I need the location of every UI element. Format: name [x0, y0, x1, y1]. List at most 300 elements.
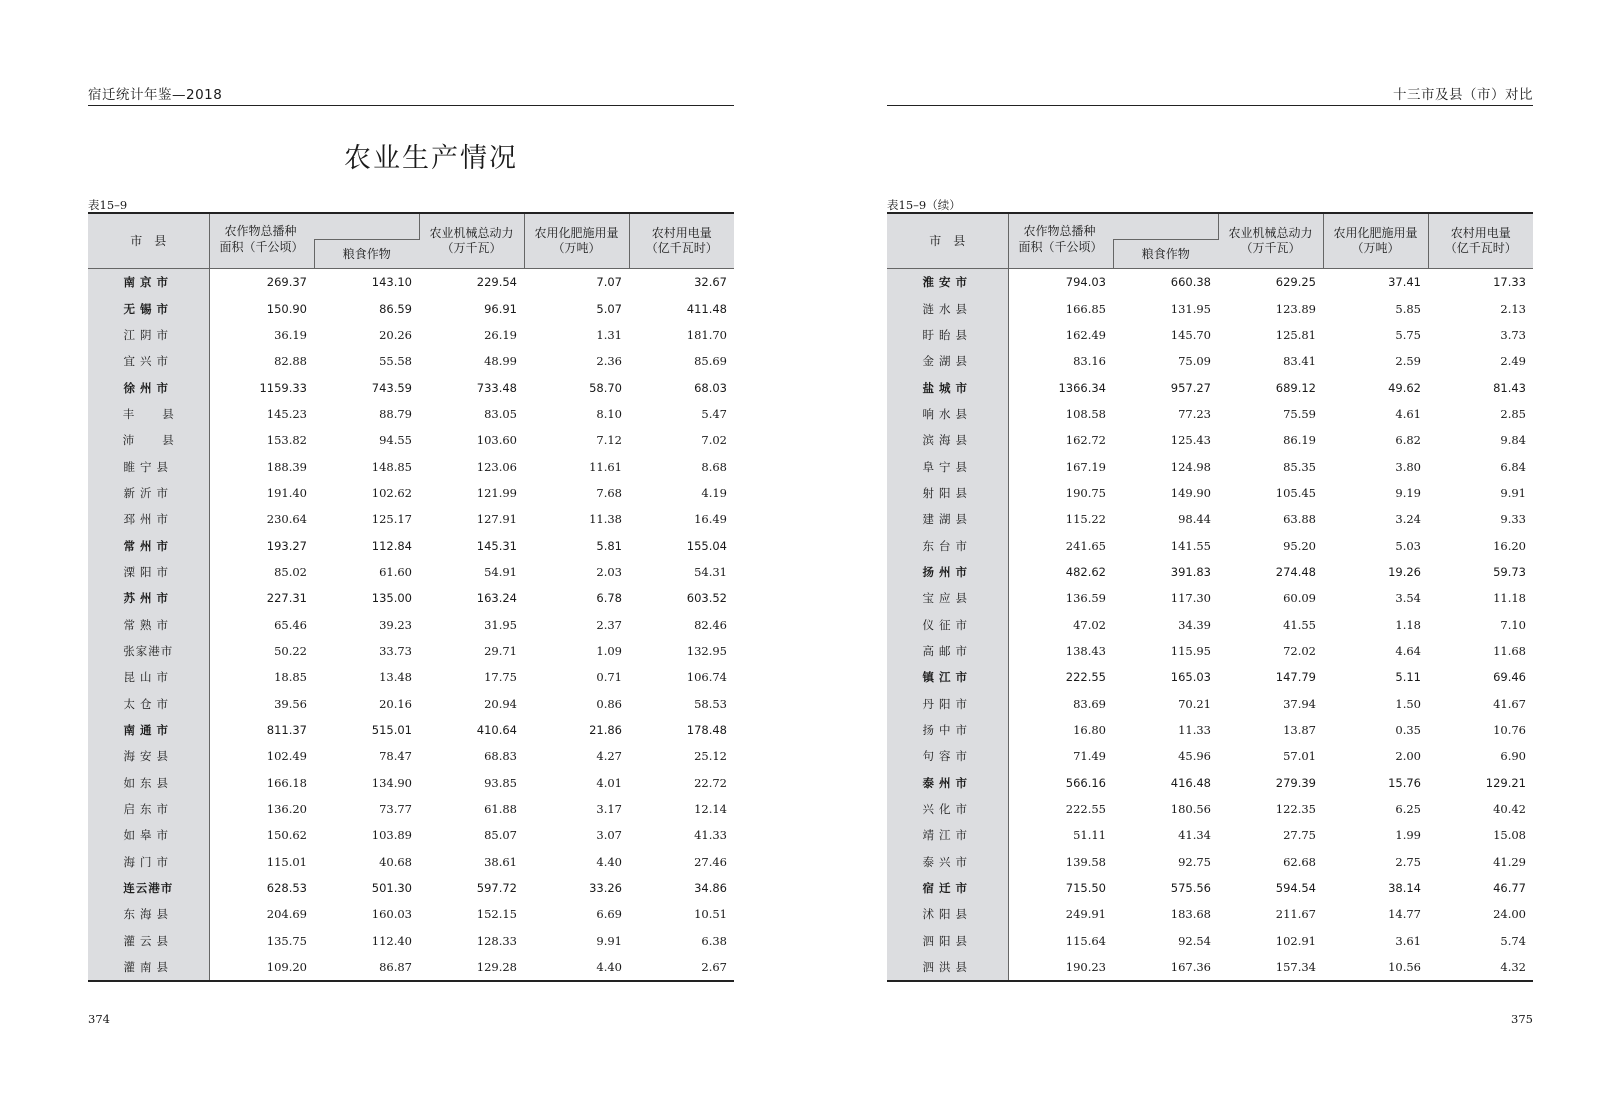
table-row: [88, 322, 734, 348]
region-name-cell: 建湖县: [887, 506, 1008, 532]
table-row: [887, 901, 1533, 927]
region-name-cell: 睢宁县: [88, 453, 209, 479]
table-row: [887, 638, 1533, 664]
electricity-cell: 4.32: [1428, 954, 1533, 981]
table-row: [887, 269, 1533, 296]
table-row: [887, 401, 1533, 427]
table-row: [88, 717, 734, 743]
table-row: [887, 611, 1533, 637]
header-fertilizer: [524, 213, 629, 269]
machinery-cell: 72.02: [1283, 643, 1316, 658]
electricity-cell: 178.48: [686, 723, 727, 738]
machinery-cell: 122.35: [1275, 802, 1316, 817]
fertilizer-cell: 5.85: [1395, 301, 1421, 316]
table-row: [887, 849, 1533, 875]
electricity-cell: 10.51: [694, 907, 727, 922]
crop-area-cell: 482.62: [1065, 564, 1106, 579]
region-name-cell: 泗洪县: [887, 954, 1008, 981]
electricity-cell: 155.04: [686, 538, 727, 553]
electricity-cell: 25.12: [694, 749, 727, 764]
machinery-cell: 83.41: [1283, 354, 1316, 369]
header-fertilizer-line2: （万吨）: [552, 241, 601, 255]
crop-area-cell: 162.72: [1065, 433, 1106, 448]
region-name-cell: 靖江市: [887, 822, 1008, 848]
table-row: [88, 954, 734, 981]
table-row: [887, 322, 1533, 348]
grain-cell: 134.90: [371, 775, 412, 790]
crop-area-cell: 83.69: [1073, 696, 1106, 711]
region-name-cell: 启东市: [88, 796, 209, 822]
electricity-cell: 16.49: [694, 512, 727, 527]
table-row: [88, 822, 734, 848]
electricity-cell: 11.68: [1493, 643, 1526, 658]
electricity-cell: 32.67: [629, 269, 734, 296]
region-name-cell: 邳州市: [88, 506, 209, 532]
grain-cell: 112.40: [371, 933, 412, 948]
region-name-cell: 响水县: [887, 401, 1008, 427]
machinery-cell: 594.54: [1275, 881, 1316, 896]
table-row: [88, 269, 734, 296]
table-row: [887, 374, 1533, 400]
machinery-cell: 85.07: [484, 828, 517, 843]
header-crop-area-line1: 农作物总播种: [209, 213, 419, 240]
machinery-cell: 26.19: [484, 327, 517, 342]
table-row: [88, 480, 734, 506]
region-name-cell: 仪征市: [887, 611, 1008, 637]
page-title: 农业生产情况: [344, 143, 518, 174]
grain-cell: 78.47: [379, 749, 412, 764]
machinery-cell: 597.72: [476, 881, 517, 896]
grain-cell: 86.59: [379, 301, 412, 316]
grain-cell: 88.79: [379, 406, 412, 421]
electricity-cell: 6.84: [1500, 459, 1526, 474]
electricity-cell: 85.69: [694, 354, 727, 369]
table-row: [88, 506, 734, 532]
region-name-cell: 新沂市: [88, 480, 209, 506]
region-name-cell: 张家港市: [88, 638, 209, 664]
crop-area-cell: 162.49: [1065, 327, 1106, 342]
crop-area-cell: 82.88: [274, 354, 307, 369]
grain-cell: 115.95: [1170, 643, 1211, 658]
crop-area-cell: 135.75: [266, 933, 307, 948]
region-name-cell: 丰 县: [88, 401, 209, 427]
table-row: [887, 506, 1533, 532]
machinery-cell: 85.35: [1283, 459, 1316, 474]
fertilizer-cell: 4.40: [596, 854, 622, 869]
fertilizer-cell: 9.91: [596, 933, 622, 948]
fertilizer-cell: 0.86: [596, 696, 622, 711]
electricity-cell: 411.48: [686, 301, 727, 316]
grain-cell: 149.90: [1170, 485, 1211, 500]
fertilizer-cell: 19.26: [1388, 564, 1421, 579]
crop-area-cell: 190.75: [1065, 485, 1106, 500]
header-electricity: [629, 213, 734, 269]
page-number-left: 374: [88, 1012, 110, 1026]
crop-area-cell: 166.18: [266, 775, 307, 790]
fertilizer-cell: 15.76: [1388, 775, 1421, 790]
fertilizer-cell: 11.61: [589, 459, 622, 474]
region-name-cell: 泰兴市: [887, 849, 1008, 875]
machinery-cell: 147.79: [1275, 670, 1316, 685]
fertilizer-cell: 58.70: [589, 380, 622, 395]
region-name-cell: 射阳县: [887, 480, 1008, 506]
electricity-cell: 2.13: [1500, 301, 1526, 316]
electricity-cell: 7.02: [701, 433, 727, 448]
machinery-cell: 689.12: [1275, 380, 1316, 395]
grain-cell: 135.00: [371, 591, 412, 606]
region-name-cell: 常州市: [88, 532, 209, 558]
electricity-cell: 2.67: [629, 954, 734, 981]
table-row: [887, 532, 1533, 558]
fertilizer-cell: 3.80: [1395, 459, 1421, 474]
fertilizer-cell: 2.59: [1395, 354, 1421, 369]
crop-area-cell: 115.22: [1065, 512, 1106, 527]
machinery-cell: 121.99: [476, 485, 517, 500]
electricity-cell: 132.95: [686, 643, 727, 658]
electricity-cell: 106.74: [686, 670, 727, 685]
grain-cell: 391.83: [1170, 564, 1211, 579]
fertilizer-cell: 7.07: [524, 269, 629, 296]
crop-area-cell: 136.59: [1065, 591, 1106, 606]
crop-area-cell: 167.19: [1065, 459, 1106, 474]
machinery-cell: 105.45: [1275, 485, 1316, 500]
machinery-cell: 60.09: [1283, 591, 1316, 606]
table-row: [887, 559, 1533, 585]
crop-area-cell: 249.91: [1065, 907, 1106, 922]
electricity-cell: 68.03: [694, 380, 727, 395]
grain-cell: 73.77: [379, 802, 412, 817]
crop-area-cell: 139.58: [1065, 854, 1106, 869]
agriculture-table-left: [88, 212, 734, 982]
region-name-cell: 东海县: [88, 901, 209, 927]
fertilizer-cell: 5.07: [596, 301, 622, 316]
region-name-cell: 镇江市: [887, 664, 1008, 690]
fertilizer-cell: 37.41: [1323, 269, 1428, 296]
fertilizer-cell: 6.25: [1395, 802, 1421, 817]
crop-area-cell: 85.02: [274, 564, 307, 579]
table-row: [88, 928, 734, 954]
grain-cell: 660.38: [1113, 269, 1218, 296]
grain-cell: 148.85: [371, 459, 412, 474]
grain-cell: 39.23: [379, 617, 412, 632]
grain-cell: 160.03: [371, 907, 412, 922]
grain-cell: 75.09: [1178, 354, 1211, 369]
table-row: [88, 453, 734, 479]
region-name-cell: 徐州市: [88, 374, 209, 400]
grain-cell: 55.58: [379, 354, 412, 369]
machinery-cell: 123.06: [476, 459, 517, 474]
table-row: [88, 796, 734, 822]
grain-cell: 103.89: [371, 828, 412, 843]
machinery-cell: 95.20: [1283, 538, 1316, 553]
table-row: [88, 559, 734, 585]
electricity-cell: 46.77: [1493, 881, 1526, 896]
table-row: [88, 743, 734, 769]
fertilizer-cell: 5.75: [1395, 327, 1421, 342]
grain-cell: 515.01: [371, 723, 412, 738]
grain-cell: 180.56: [1170, 802, 1211, 817]
fertilizer-cell: 2.03: [596, 564, 622, 579]
fertilizer-cell: 5.03: [1395, 538, 1421, 553]
machinery-cell: 48.99: [484, 354, 517, 369]
grain-cell: 61.60: [379, 564, 412, 579]
header-region: 市 县: [88, 213, 209, 269]
table-row: [887, 822, 1533, 848]
table-row: [887, 954, 1533, 981]
machinery-cell: 20.94: [484, 696, 517, 711]
running-head-right: 十三市及县（市）对比: [1393, 87, 1533, 103]
grain-cell: 165.03: [1170, 670, 1211, 685]
crop-area-cell: 145.23: [266, 406, 307, 421]
machinery-cell: 145.31: [476, 538, 517, 553]
header-crop-area-line2: 面积（千公顷）: [209, 240, 314, 269]
fertilizer-cell: 1.09: [596, 643, 622, 658]
table-row: [88, 611, 734, 637]
table-row: [88, 849, 734, 875]
grain-cell: 124.98: [1170, 459, 1211, 474]
table-row: [88, 691, 734, 717]
crop-area-cell: 227.31: [266, 591, 307, 606]
grain-cell: 77.23: [1178, 406, 1211, 421]
header-machinery-line2: （万千瓦）: [441, 241, 502, 255]
crop-area-cell: 150.90: [266, 301, 307, 316]
header-electricity-line1: 农村用电量: [651, 226, 712, 240]
fertilizer-cell: 3.07: [596, 828, 622, 843]
region-name-cell: 扬州市: [887, 559, 1008, 585]
region-name-cell: 如皋市: [88, 822, 209, 848]
crop-area-cell: 566.16: [1065, 775, 1106, 790]
grain-cell: 145.70: [1170, 327, 1211, 342]
grain-cell: 117.30: [1170, 591, 1211, 606]
header-grain: 粮食作物: [1113, 240, 1218, 269]
electricity-cell: 181.70: [686, 327, 727, 342]
page-number-right: 375: [1511, 1012, 1533, 1026]
electricity-cell: 58.53: [694, 696, 727, 711]
fertilizer-cell: 3.24: [1395, 512, 1421, 527]
crop-area-cell: 138.43: [1065, 643, 1106, 658]
region-name-cell: 宝应县: [887, 585, 1008, 611]
header-machinery: [1218, 213, 1323, 269]
fertilizer-cell: 4.27: [596, 749, 622, 764]
crop-area-cell: 115.01: [266, 854, 307, 869]
region-name-cell: 宿迁市: [887, 875, 1008, 901]
crop-area-cell: 715.50: [1065, 881, 1106, 896]
table-row: [887, 480, 1533, 506]
machinery-cell: 29.71: [484, 643, 517, 658]
electricity-cell: 27.46: [694, 854, 727, 869]
grain-cell: 86.87: [314, 954, 419, 981]
machinery-cell: 127.91: [476, 512, 517, 527]
table-row: [887, 295, 1533, 321]
grain-cell: 125.43: [1170, 433, 1211, 448]
electricity-cell: 24.00: [1493, 907, 1526, 922]
table-row: [88, 664, 734, 690]
region-name-cell: 滨海县: [887, 427, 1008, 453]
crop-area-cell: 222.55: [1065, 670, 1106, 685]
machinery-cell: 96.91: [484, 301, 517, 316]
crop-area-cell: 188.39: [266, 459, 307, 474]
crop-area-cell: 102.49: [266, 749, 307, 764]
crop-area-cell: 150.62: [266, 828, 307, 843]
electricity-cell: 9.91: [1500, 485, 1526, 500]
machinery-cell: 163.24: [476, 591, 517, 606]
header-electricity-line2: （亿千瓦时）: [645, 241, 718, 255]
fertilizer-cell: 14.77: [1388, 907, 1421, 922]
head-rule-right: [887, 105, 1533, 106]
header-crop-area-line2: 面积（千公顷）: [1008, 240, 1113, 269]
fertilizer-cell: 9.19: [1395, 485, 1421, 500]
grain-cell: 92.75: [1178, 854, 1211, 869]
machinery-cell: 31.95: [484, 617, 517, 632]
fertilizer-cell: 38.14: [1388, 881, 1421, 896]
fertilizer-cell: 4.40: [524, 954, 629, 981]
region-name-cell: 南通市: [88, 717, 209, 743]
crop-area-cell: 204.69: [266, 907, 307, 922]
machinery-cell: 13.87: [1283, 723, 1316, 738]
electricity-cell: 54.31: [694, 564, 727, 579]
header-machinery: [419, 213, 524, 269]
region-name-cell: 海门市: [88, 849, 209, 875]
grain-cell: 98.44: [1178, 512, 1211, 527]
fertilizer-cell: 4.64: [1395, 643, 1421, 658]
crop-area-cell: 115.64: [1065, 933, 1106, 948]
grain-cell: 575.56: [1170, 881, 1211, 896]
fertilizer-cell: 2.75: [1395, 854, 1421, 869]
header-fertilizer-line1: 农用化肥施用量: [534, 226, 619, 240]
crop-area-cell: 166.85: [1065, 301, 1106, 316]
crop-area-cell: 16.80: [1073, 723, 1106, 738]
machinery-cell: 54.91: [484, 564, 517, 579]
crop-area-cell: 18.85: [274, 670, 307, 685]
machinery-cell: 123.89: [1275, 301, 1316, 316]
machinery-cell: 93.85: [484, 775, 517, 790]
grain-cell: 141.55: [1170, 538, 1211, 553]
crop-area-cell: 1366.34: [1058, 380, 1106, 395]
electricity-cell: 129.21: [1485, 775, 1526, 790]
crop-area-cell: 811.37: [266, 723, 307, 738]
fertilizer-cell: 1.50: [1395, 696, 1421, 711]
crop-area-cell: 230.64: [266, 512, 307, 527]
grain-cell: 40.68: [379, 854, 412, 869]
crop-area-cell: 71.49: [1073, 749, 1106, 764]
crop-area-cell: 108.58: [1065, 406, 1106, 421]
machinery-cell: 279.39: [1275, 775, 1316, 790]
fertilizer-cell: 10.56: [1323, 954, 1428, 981]
machinery-cell: 410.64: [476, 723, 517, 738]
header-fertilizer-line1: 农用化肥施用量: [1333, 226, 1418, 240]
crop-area-cell: 39.56: [274, 696, 307, 711]
region-name-cell: 兴化市: [887, 796, 1008, 822]
region-name-cell: 灌云县: [88, 928, 209, 954]
grain-cell: 92.54: [1178, 933, 1211, 948]
crop-area-cell: 51.11: [1073, 828, 1106, 843]
machinery-cell: 229.54: [419, 269, 524, 296]
fertilizer-cell: 5.11: [1395, 670, 1421, 685]
grain-cell: 501.30: [371, 881, 412, 896]
header-machinery-line1: 农业机械总动力: [1228, 226, 1313, 240]
machinery-cell: 38.61: [484, 854, 517, 869]
grain-cell: 416.48: [1170, 775, 1211, 790]
electricity-cell: 6.90: [1500, 749, 1526, 764]
machinery-cell: 61.88: [484, 802, 517, 817]
fertilizer-cell: 6.69: [596, 907, 622, 922]
table-row: [88, 374, 734, 400]
fertilizer-cell: 11.38: [589, 512, 622, 527]
fertilizer-cell: 1.18: [1395, 617, 1421, 632]
region-name-cell: 南京市: [88, 269, 209, 296]
crop-area-cell: 109.20: [209, 954, 314, 981]
electricity-cell: 9.84: [1500, 433, 1526, 448]
crop-area-cell: 153.82: [266, 433, 307, 448]
electricity-cell: 40.42: [1493, 802, 1526, 817]
machinery-cell: 128.33: [476, 933, 517, 948]
header-fertilizer: [1323, 213, 1428, 269]
machinery-cell: 75.59: [1283, 406, 1316, 421]
electricity-cell: 2.85: [1500, 406, 1526, 421]
region-name-cell: 无锡市: [88, 295, 209, 321]
region-name-cell: 盐城市: [887, 374, 1008, 400]
header-crop-area-line1: 农作物总播种: [1008, 213, 1218, 240]
grain-cell: 102.62: [371, 485, 412, 500]
region-name-cell: 扬中市: [887, 717, 1008, 743]
crop-area-cell: 50.22: [274, 643, 307, 658]
fertilizer-cell: 6.82: [1395, 433, 1421, 448]
electricity-cell: 41.33: [694, 828, 727, 843]
table-row: [88, 585, 734, 611]
header-grain: 粮食作物: [314, 240, 419, 269]
region-name-cell: 太仓市: [88, 691, 209, 717]
crop-area-cell: 1159.33: [259, 380, 307, 395]
fertilizer-cell: 6.78: [596, 591, 622, 606]
fertilizer-cell: 3.54: [1395, 591, 1421, 606]
grain-cell: 125.17: [371, 512, 412, 527]
fertilizer-cell: 5.81: [596, 538, 622, 553]
region-name-cell: 金湖县: [887, 348, 1008, 374]
electricity-cell: 12.14: [694, 802, 727, 817]
fertilizer-cell: 4.61: [1395, 406, 1421, 421]
region-name-cell: 高邮市: [887, 638, 1008, 664]
left-page: [88, 0, 734, 1099]
electricity-cell: 2.49: [1500, 354, 1526, 369]
grain-cell: 957.27: [1170, 380, 1211, 395]
electricity-cell: 603.52: [686, 591, 727, 606]
crop-area-cell: 628.53: [266, 881, 307, 896]
crop-area-cell: 47.02: [1073, 617, 1106, 632]
electricity-cell: 22.72: [694, 775, 727, 790]
fertilizer-cell: 2.36: [596, 354, 622, 369]
machinery-cell: 274.48: [1275, 564, 1316, 579]
region-name-cell: 江阴市: [88, 322, 209, 348]
electricity-cell: 59.73: [1493, 564, 1526, 579]
machinery-cell: 125.81: [1275, 327, 1316, 342]
fertilizer-cell: 0.71: [596, 670, 622, 685]
region-name-cell: 丹阳市: [887, 691, 1008, 717]
table-row: [887, 743, 1533, 769]
table-row: [88, 295, 734, 321]
crop-area-cell: 269.37: [209, 269, 314, 296]
table-row: [887, 348, 1533, 374]
machinery-cell: 83.05: [484, 406, 517, 421]
fertilizer-cell: 21.86: [589, 723, 622, 738]
table-row: [887, 875, 1533, 901]
table-row: [88, 401, 734, 427]
region-name-cell: 涟水县: [887, 295, 1008, 321]
table-row: [88, 875, 734, 901]
table-row: [887, 796, 1533, 822]
machinery-cell: 63.88: [1283, 512, 1316, 527]
crop-area-cell: 191.40: [266, 485, 307, 500]
region-name-cell: 昆山市: [88, 664, 209, 690]
